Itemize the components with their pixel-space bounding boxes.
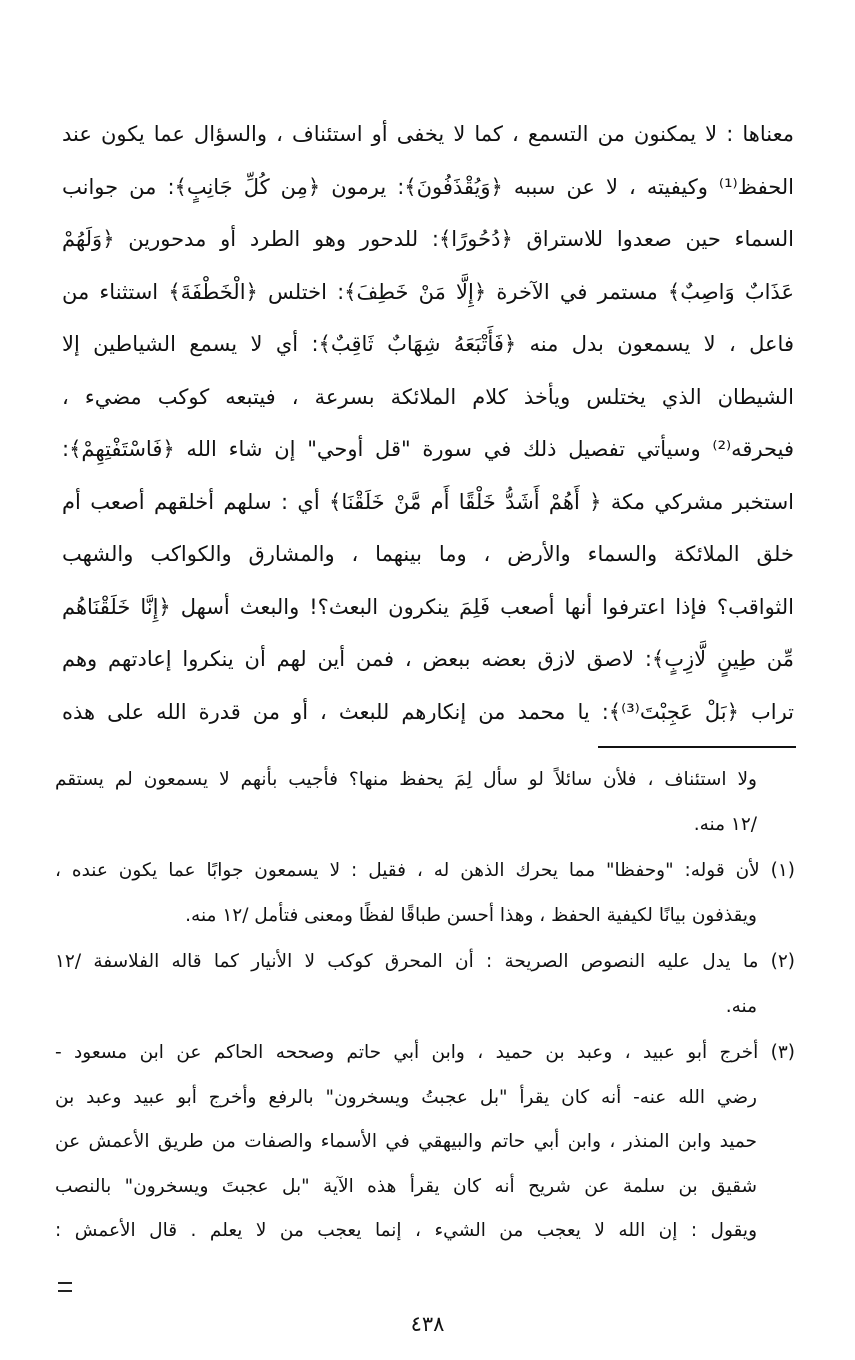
footnote-line: ولا استئناف ، فلأن سائلاً لو سأل لِمَ يحفظ منها؟ فأجيب بأنهم لا يسمعون لم يستقم (55, 769, 757, 790)
footnote-line: (١) لأن قوله: "وحفظا" مما يحرك الذهن له ، فقيل : لا يسمعون جوابًا عما يكون عنده ، (55, 860, 795, 881)
body-line: مِّن طِينٍ لَّازِبٍ﴾: لاصق لازق بعضه ببعض ، فمن أين لهم أن ينكروا إعادتهم وهم (62, 647, 794, 671)
body-line: معناها : لا يمكنون من التسمع ، كما لا يخفى أو استئناف ، والسؤال عما يكون عند (62, 122, 794, 146)
body-line: عَذَابٌ وَاصِبٌ﴾ مستمر في الآخرة ﴿إِلَّا مَنْ خَطِفَ﴾: اختلس ﴿الْخَطْفَةَ﴾ استثناء من (62, 279, 794, 304)
body-line: خلق الملائكة والسماء والأرض ، وما بينهما ، والمشارق والكواكب والشهب (62, 542, 794, 566)
footnote-line: (٣) أخرج أبو عبيد ، وعبد بن حميد ، وابن أبي حاتم وصححه الحاكم عن ابن مسعود - (55, 1042, 795, 1063)
footnote-line: شقيق بن سلمة عن شريح أنه كان يقرأ هذه الآية "بل عجبتَ ويسخرون" بالنصب (55, 1175, 757, 1197)
body-line: السماء حين صعدوا للاستراق ﴿دُحُورًا﴾: للدحور وهو الطرد أو مدحورين ﴿وَلَهُمْ (62, 227, 794, 251)
footnote-line: ويقذفون بيانًا لكيفية الحفظ ، وهذا أحسن طباقًا لفظًا ومعنى فتأمل /١٢ منه. (185, 904, 757, 926)
footnote-line: حميد وابن المنذر ، وابن أبي حاتم والبيهقي في الأسماء والصفات من طريق الأعمش عن (55, 1131, 757, 1152)
body-line: الشيطان الذي يختلس ويأخذ كلام الملائكة بسرعة ، فيتبعه كوكب مضيء ، (62, 384, 794, 409)
continuation-mark (58, 1282, 72, 1292)
footnote-separator (598, 746, 796, 748)
footnote-line: ويقول : إن الله لا يعجب من الشيء ، إنما يعجب من لا يعلم . قال الأعمش : (55, 1220, 757, 1241)
body-line: تراب ﴿بَلْ عَجِبْتَ⁽³⁾﴾: يا محمد من إنكارهم للبعث ، أو من قدرة الله على هذه (62, 699, 794, 724)
footnote-line: (٢) ما يدل عليه النصوص الصريحة : أن المحرق كوكب لا الأنيار كما قاله الفلاسفة /١٢ (55, 951, 795, 972)
footnotes (55, 758, 795, 1254)
footnote-line: رضي الله عنه- أنه كان يقرأ "بل عجبتُ ويسخرون" بالرفع وأخرج أبو عبيد وعبد بن (55, 1086, 757, 1108)
body-line: فاعل ، لا يسمعون بدل منه ﴿فَأَتْبَعَهُ شِهَابٌ ثَاقِبٌ﴾: أي لا يسمع الشياطين إلا (62, 332, 794, 356)
page-number: ٤٣٨ (410, 1312, 445, 1336)
body-line: الثواقب؟ فإذا اعترفوا أنها أصعب فَلِمَ ينكرون البعث؟! والبعث أسهل ﴿إِنَّا خَلَقْنَاهُم (62, 594, 794, 619)
footnote-line: منه. (725, 995, 757, 1017)
main-text (62, 108, 794, 738)
body-line: الحفظ⁽¹⁾ وكيفيته ، لا عن سببه ﴿وَيُقْذَفُونَ﴾: يرمون ﴿مِن كُلِّ جَانِبٍ﴾: من جوانب (62, 174, 794, 199)
body-line: فيحرقه⁽²⁾ وسيأتي تفصيل ذلك في سورة "قل أوحي" إن شاء الله ﴿فَاسْتَفْتِهِمْ﴾: (62, 437, 794, 461)
footnote-line: /١٢ منه. (693, 813, 757, 835)
body-line: استخبر مشركي مكة ﴿ أَهُمْ أَشَدُّ خَلْقًا أَم مَّنْ خَلَقْنَا﴾ أي : سلهم أخلقهم أصعب أم (62, 489, 794, 514)
